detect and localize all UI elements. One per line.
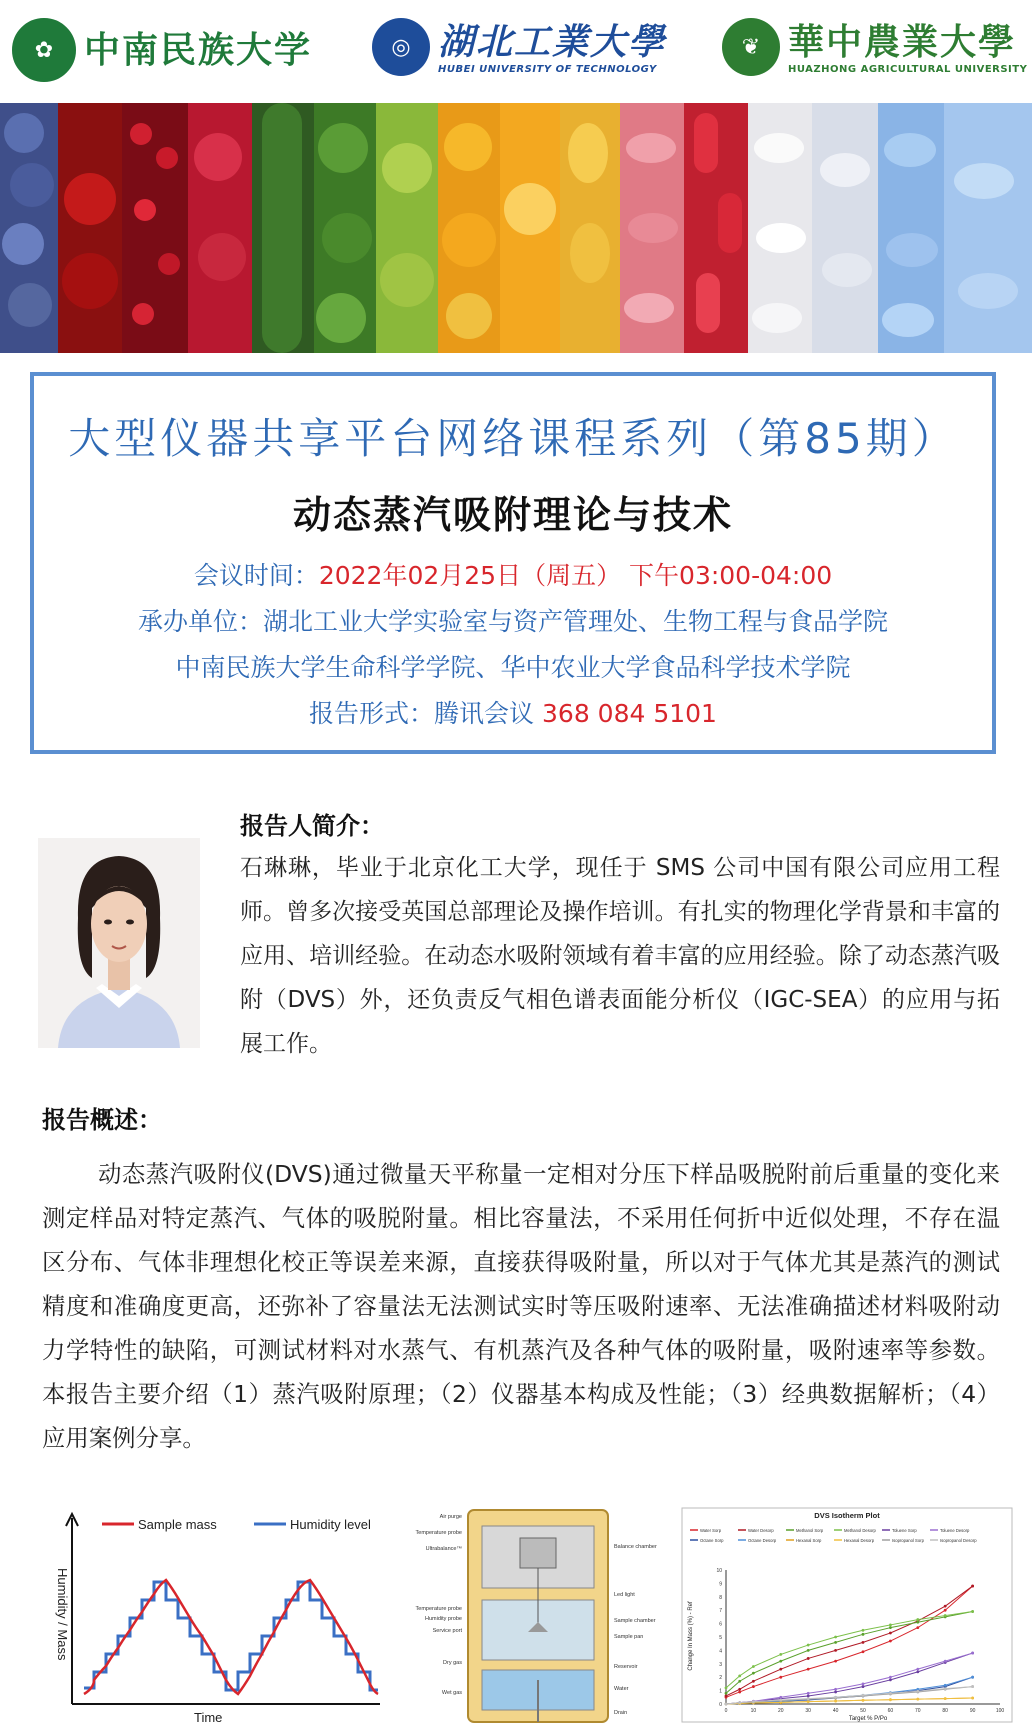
speaker-heading: 报告人简介： bbox=[240, 812, 384, 840]
orange-strip bbox=[438, 103, 500, 353]
label-temp-probe-1: Temperature probe bbox=[415, 1530, 462, 1536]
data-point bbox=[971, 1685, 974, 1688]
cucumber-strip bbox=[252, 103, 314, 353]
x-tick-label: 50 bbox=[860, 1708, 866, 1714]
scuec-emblem-icon: ✿ bbox=[12, 18, 76, 82]
y-tick-label: 3 bbox=[719, 1661, 722, 1668]
data-point bbox=[889, 1698, 892, 1701]
broccoli-strip bbox=[314, 103, 376, 353]
data-point bbox=[779, 1696, 782, 1699]
y-tick-label: 10 bbox=[716, 1568, 722, 1574]
blueberry-strip bbox=[0, 103, 58, 353]
data-point bbox=[889, 1626, 892, 1629]
blue-pill-strip bbox=[878, 103, 944, 353]
legend-label: Isopropanol Sorp bbox=[892, 1538, 924, 1543]
label-sample-chamber: Sample chamber bbox=[614, 1618, 656, 1624]
data-point bbox=[889, 1632, 892, 1635]
data-point bbox=[725, 1703, 728, 1706]
meeting-time-label: 会议时间： bbox=[193, 561, 319, 590]
lime-strip bbox=[376, 103, 438, 353]
fruit-and-pill-banner bbox=[0, 103, 1032, 353]
data-point bbox=[862, 1641, 865, 1644]
data-point bbox=[725, 1692, 728, 1695]
pink-pill-strip bbox=[620, 103, 684, 353]
y-tick-label: 5 bbox=[719, 1635, 722, 1641]
data-point bbox=[944, 1684, 947, 1687]
legend-label: Toluene Sorp bbox=[892, 1528, 917, 1533]
dvs-instrument-schematic bbox=[415, 1504, 657, 1728]
label-led-light: Led light bbox=[614, 1592, 635, 1598]
data-point bbox=[944, 1605, 947, 1608]
legend-label: Hexanal Desorp bbox=[844, 1538, 875, 1543]
logo-hzau-name: 華中農業大學 bbox=[788, 20, 1017, 63]
logo-hbut-name: 湖北工業大學 bbox=[438, 20, 667, 63]
series-title: 大型仪器共享平台网络课程系列（第85期） bbox=[68, 414, 958, 463]
data-point bbox=[889, 1692, 892, 1695]
lecture-title: 动态蒸汽吸附理论与技术 bbox=[292, 493, 733, 537]
data-point bbox=[862, 1629, 865, 1632]
label-ultrabalance: Ultrabalance™ bbox=[425, 1546, 462, 1552]
data-point bbox=[834, 1660, 837, 1663]
hzau-emblem-icon: ❦ bbox=[722, 18, 780, 76]
meeting-time bbox=[34, 556, 992, 592]
data-point bbox=[779, 1668, 782, 1671]
label-temp-probe-2: Temperature probe bbox=[415, 1606, 462, 1612]
legend-sample-mass: Sample mass bbox=[138, 1517, 217, 1532]
data-point bbox=[807, 1692, 810, 1695]
data-point bbox=[916, 1698, 919, 1701]
x-tick-label: 10 bbox=[750, 1708, 757, 1714]
y-tick-label: 9 bbox=[719, 1581, 722, 1588]
x-tick-label: 0 bbox=[724, 1708, 728, 1714]
logo-scuec-name: 中南民族大学 bbox=[84, 29, 313, 71]
legend-label: Isopropanol Desorp bbox=[940, 1538, 977, 1543]
redcurrant-strip bbox=[122, 103, 188, 353]
legend-label: Octane Sorp bbox=[700, 1538, 724, 1543]
data-point bbox=[779, 1699, 782, 1702]
data-point bbox=[779, 1660, 782, 1663]
chart-x-label: Target % P/Po bbox=[848, 1716, 888, 1722]
grey-pill-strip bbox=[812, 103, 878, 353]
data-point bbox=[916, 1618, 919, 1621]
data-point bbox=[862, 1683, 865, 1686]
data-point bbox=[971, 1652, 974, 1655]
data-point bbox=[944, 1660, 947, 1663]
x-tick-label: 80 bbox=[942, 1708, 948, 1714]
y-tick-label: 1 bbox=[719, 1688, 722, 1695]
host-label: 承办单位： bbox=[137, 607, 263, 636]
data-point bbox=[738, 1680, 741, 1683]
data-point bbox=[738, 1688, 741, 1691]
host-value-2: 中南民族大学生命科学学院、华中农业大学食品科学技术学院 bbox=[175, 653, 851, 682]
data-point bbox=[807, 1695, 810, 1698]
label-humidity-probe: Humidity probe bbox=[425, 1616, 462, 1622]
raspberry-strip bbox=[188, 103, 252, 353]
data-point bbox=[862, 1699, 865, 1702]
data-point bbox=[944, 1609, 947, 1612]
abstract-heading: 报告概述： bbox=[42, 1106, 162, 1134]
x-tick-label: 20 bbox=[778, 1708, 784, 1714]
logo-hbut-en: HUBEI UNIVERSITY OF TECHNOLOGY bbox=[438, 63, 657, 75]
data-point bbox=[889, 1676, 892, 1679]
data-point bbox=[916, 1690, 919, 1693]
data-point bbox=[738, 1701, 741, 1704]
x-tick-label: 100 bbox=[995, 1708, 1005, 1714]
axis-time-label: Time bbox=[194, 1710, 223, 1725]
x-tick-label: 40 bbox=[832, 1708, 839, 1714]
meeting-time-value: 2022年02月25日（周五） 下午03:00-04:00 bbox=[318, 561, 833, 590]
meeting-id: 368 084 5101 bbox=[542, 699, 717, 728]
data-point bbox=[834, 1641, 837, 1644]
data-point bbox=[916, 1668, 919, 1671]
label-balance-chamber: Balance chamber bbox=[614, 1544, 657, 1550]
host-line-2 bbox=[34, 648, 992, 684]
data-point bbox=[779, 1676, 782, 1679]
data-point bbox=[725, 1695, 728, 1698]
university-logo-bar bbox=[0, 0, 1032, 103]
data-point bbox=[752, 1700, 755, 1703]
data-point bbox=[944, 1687, 947, 1690]
y-tick-label: 4 bbox=[719, 1648, 722, 1655]
data-point bbox=[752, 1665, 755, 1668]
white-pill-strip bbox=[748, 103, 812, 353]
hbut-emblem-icon: ◎ bbox=[372, 18, 430, 76]
light-blue-pill-strip bbox=[944, 103, 1032, 353]
x-tick-label: 70 bbox=[915, 1708, 921, 1714]
y-tick-label: 0 bbox=[719, 1702, 722, 1708]
data-point bbox=[738, 1691, 741, 1694]
meeting-format bbox=[34, 694, 992, 730]
legend-label: Water Sorp bbox=[700, 1528, 722, 1533]
abstract-text: 动态蒸汽吸附仪(DVS)通过微量天平称量一定相对分压下样品吸脱附前后重量的变化来测定样品对特定蒸汽、气体的吸脱附量。相比容量法，不采用任何折中近似处理，不存在温区分布、气体非理想化校正等误差来源，直接获得吸附量，所以对于气体尤其是蒸汽的测试精度和准确度更高，还弥补了容量法无法测试实时等压吸附速率、无法准确描述材料吸附动力学特性的缺陷，可测试材料对水蒸气、有机蒸汽及各种气体的吸附量，吸附速率等参数。本报告主要介绍（1）蒸汽吸附原理；（2）仪器基本构成及性能；（3）经典数据解析；（4）应用案例分享。 bbox=[42, 1160, 1000, 1452]
host-value-1: 湖北工业大学实验室与资产管理处、生物工程与食品学院 bbox=[263, 607, 889, 636]
data-point bbox=[807, 1697, 810, 1700]
citrus-strip bbox=[500, 103, 560, 353]
label-service-port: Service port bbox=[432, 1628, 462, 1634]
y-tick-label: 8 bbox=[719, 1594, 722, 1601]
legend-label: Methanol Sorp bbox=[796, 1528, 824, 1533]
data-point bbox=[834, 1649, 837, 1652]
data-point bbox=[916, 1670, 919, 1673]
data-point bbox=[725, 1687, 728, 1690]
humidity-level-line bbox=[84, 1582, 378, 1690]
data-point bbox=[944, 1697, 947, 1700]
data-point bbox=[807, 1644, 810, 1647]
event-title-box bbox=[30, 372, 996, 754]
data-point bbox=[971, 1585, 974, 1588]
cherry-strip bbox=[58, 103, 122, 353]
y-tick-label: 2 bbox=[719, 1675, 722, 1682]
data-point bbox=[834, 1696, 837, 1699]
label-dry-gas: Dry gas bbox=[443, 1660, 462, 1666]
logo-hzau-en: HUAZHONG AGRICULTURAL UNIVERSITY bbox=[788, 63, 1028, 75]
legend-label: Methanol Desorp bbox=[844, 1528, 876, 1533]
legend-label: Hexanal Sorp bbox=[796, 1538, 822, 1543]
label-wet-gas: Wet gas bbox=[441, 1690, 462, 1696]
label-reservoir: Reservoir bbox=[614, 1664, 638, 1670]
data-point bbox=[752, 1680, 755, 1683]
legend-humidity: Humidity level bbox=[290, 1517, 371, 1532]
chart-title: DVS Isotherm Plot bbox=[814, 1511, 880, 1520]
logo-hzau bbox=[722, 18, 1027, 76]
x-tick-label: 60 bbox=[887, 1708, 894, 1714]
data-point bbox=[807, 1649, 810, 1652]
data-point bbox=[834, 1688, 837, 1691]
speaker-bio: 石琳琳，毕业于北京化工大学，现任于 SMS 公司中国有限公司应用工程师。曾多次接受英国总部理论及操作培训。有扎实的物理化学背景和丰富的应用、培训经验。在动态水吸附领域有着丰富的应用经验。除了动态蒸汽吸附（DVS）外，还负责反气相色谱表面能分析仪（IGC-SEA）的应用与拓展工作。 bbox=[240, 855, 1000, 1057]
format-value: 腾讯会议 bbox=[434, 699, 535, 728]
host-line-1 bbox=[34, 602, 992, 638]
y-tick-label: 7 bbox=[719, 1608, 722, 1615]
humidity-mass-diagram bbox=[44, 1508, 384, 1724]
label-drain: Drain bbox=[614, 1710, 628, 1716]
data-point bbox=[889, 1624, 892, 1627]
label-sample-pan: Sample pan bbox=[614, 1634, 644, 1640]
data-point bbox=[834, 1636, 837, 1639]
data-point bbox=[752, 1685, 755, 1688]
data-point bbox=[971, 1697, 974, 1700]
red-capsule-strip bbox=[684, 103, 748, 353]
data-point bbox=[862, 1633, 865, 1636]
data-point bbox=[738, 1674, 741, 1677]
data-point bbox=[971, 1610, 974, 1613]
data-point bbox=[889, 1678, 892, 1681]
data-point bbox=[916, 1626, 919, 1629]
data-point bbox=[916, 1621, 919, 1624]
data-point bbox=[889, 1640, 892, 1643]
data-point bbox=[862, 1685, 865, 1688]
data-point bbox=[834, 1700, 837, 1703]
label-air-purge: Air purge bbox=[439, 1514, 462, 1520]
data-point bbox=[944, 1614, 947, 1617]
data-point bbox=[807, 1657, 810, 1660]
label-water: Water bbox=[614, 1686, 629, 1692]
data-point bbox=[862, 1694, 865, 1697]
legend-label: Octane Desorp bbox=[748, 1538, 777, 1543]
logo-hbut bbox=[372, 18, 666, 76]
data-point bbox=[779, 1653, 782, 1656]
legend-label: Water Desorp bbox=[748, 1528, 774, 1533]
y-tick-label: 6 bbox=[719, 1621, 722, 1628]
legend-label: Toluene Desorp bbox=[940, 1528, 970, 1533]
logo-scuec bbox=[12, 18, 312, 82]
axis-humidity-mass-label: Humidity / Mass bbox=[55, 1568, 70, 1661]
data-point bbox=[752, 1672, 755, 1675]
x-tick-label: 90 bbox=[969, 1708, 976, 1714]
speaker-photo bbox=[38, 838, 200, 1048]
chart-y-label: Change In Mass (%) - Ref bbox=[688, 1601, 694, 1671]
data-point bbox=[807, 1668, 810, 1671]
data-point bbox=[862, 1650, 865, 1653]
softgel-strip bbox=[560, 103, 620, 353]
dvs-isotherm-chart bbox=[682, 1508, 1012, 1722]
x-tick-label: 30 bbox=[805, 1708, 811, 1714]
format-label: 报告形式： bbox=[309, 699, 435, 728]
data-point bbox=[834, 1691, 837, 1694]
data-point bbox=[971, 1676, 974, 1679]
